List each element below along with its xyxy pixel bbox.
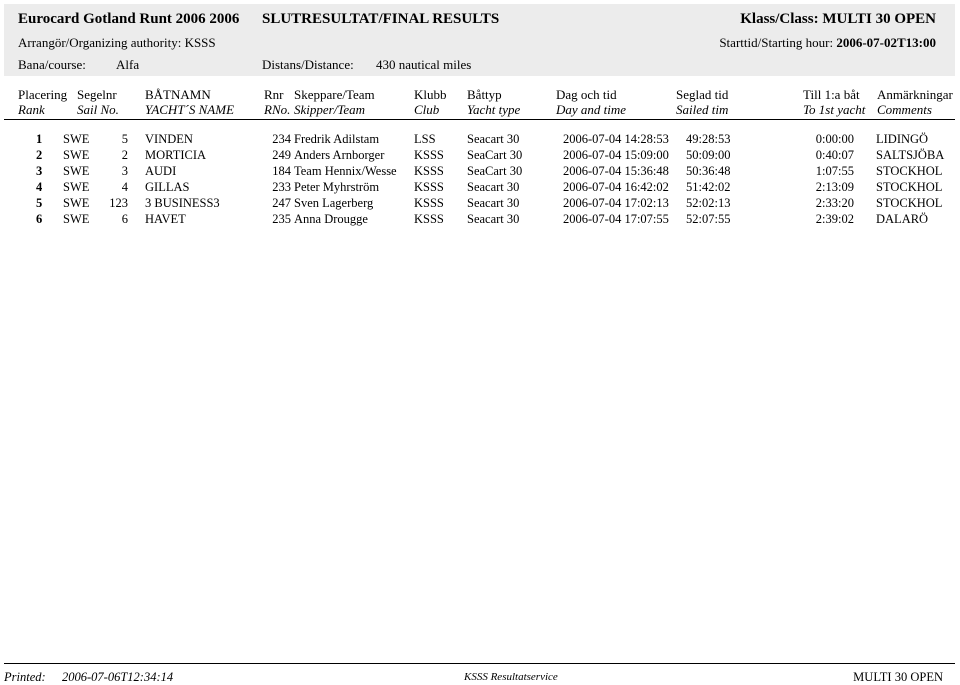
col-skipper-sv: Skeppare/Team <box>294 87 375 102</box>
row-rank: 5 <box>36 196 43 210</box>
row-rank: 4 <box>36 180 43 194</box>
row-skipper: Fredrik Adilstam <box>294 132 380 146</box>
row-sail-number: 5 <box>121 132 128 146</box>
row-daytime: 2006-07-04 15:36:48 <box>563 164 669 178</box>
row-skipper: Team Hennix/Wesse <box>294 164 397 178</box>
col-type-sv: Båttyp <box>467 87 502 102</box>
start-time <box>719 35 936 51</box>
service-name: KSSS Resultatservice <box>464 671 558 683</box>
start-label: Starttid/Starting hour: <box>719 35 834 50</box>
col-rank-en: Rank <box>18 102 45 117</box>
col-sailno-sv: Segelnr <box>77 87 117 102</box>
row-skipper: Anna Drougge <box>294 212 368 226</box>
col-club-en: Club <box>414 102 440 117</box>
course-label: Bana/course: <box>18 57 86 72</box>
row-rno: 234 <box>272 132 291 146</box>
row-comment: SALTSJÖBA <box>876 148 945 162</box>
row-nat: SWE <box>63 164 90 178</box>
footer-rule <box>4 663 955 664</box>
class-label: Klass/Class: <box>740 11 819 27</box>
row-daytime: 2006-07-04 14:28:53 <box>563 132 669 146</box>
class-value: MULTI 30 OPEN <box>822 11 936 27</box>
row-to-first: 1:07:55 <box>815 164 854 178</box>
row-type: Seacart 30 <box>467 196 520 210</box>
row-sailed: 52:07:55 <box>686 212 731 226</box>
col-daytime-en: Day and time <box>556 102 627 117</box>
row-to-first: 2:13:09 <box>815 180 854 194</box>
col-yacht-en: YACHT´S NAME <box>145 102 235 117</box>
row-sail-number: 123 <box>109 196 128 210</box>
results-title: SLUTRESULTAT/FINAL RESULTS <box>262 11 500 27</box>
row-skipper: Anders Arnborger <box>294 148 385 162</box>
row-nat: SWE <box>63 148 90 162</box>
row-sail-number: 2 <box>121 148 128 162</box>
row-rno: 235 <box>272 212 291 226</box>
row-yacht: 3 BUSINESS3 <box>145 196 220 210</box>
row-daytime: 2006-07-04 16:42:02 <box>563 180 669 194</box>
row-rank: 2 <box>36 148 43 162</box>
row-comment: STOCKHOL <box>876 164 943 178</box>
row-sail-number: 3 <box>121 164 128 178</box>
row-to-first: 0:00:00 <box>815 132 854 146</box>
row-sailed: 49:28:53 <box>686 132 731 146</box>
col-yacht-sv: BÅTNAMN <box>145 87 211 102</box>
printed-value: 2006-07-06T12:34:14 <box>62 670 174 684</box>
col-first-en: To 1st yacht <box>803 102 866 117</box>
distance-value: 430 nautical miles <box>376 57 472 72</box>
col-skipper-en: Skipper/Team <box>294 102 366 117</box>
col-club-sv: Klubb <box>414 87 447 102</box>
row-type: Seacart 30 <box>467 212 520 226</box>
row-type: Seacart 30 <box>467 132 520 146</box>
row-comment: STOCKHOL <box>876 180 943 194</box>
organizer-label: Arrangör/Organizing authority: <box>18 35 182 50</box>
row-sailed: 51:42:02 <box>686 180 731 194</box>
row-to-first: 2:39:02 <box>815 212 854 226</box>
row-rno: 249 <box>272 148 291 162</box>
row-yacht: MORTICIA <box>145 148 207 162</box>
row-skipper: Sven Lagerberg <box>294 196 374 210</box>
row-club: KSSS <box>414 148 444 162</box>
row-yacht: VINDEN <box>145 132 193 146</box>
row-to-first: 0:40:07 <box>815 148 854 162</box>
organizer <box>18 35 216 51</box>
row-rank: 3 <box>36 164 43 178</box>
row-club: KSSS <box>414 180 444 194</box>
row-rank: 1 <box>36 132 43 146</box>
col-rno-en: RNo. <box>264 102 291 117</box>
course-value: Alfa <box>116 57 140 72</box>
row-club: KSSS <box>414 196 444 210</box>
col-type-en: Yacht type <box>467 102 521 117</box>
organizer-value: KSSS <box>184 35 216 50</box>
row-club: LSS <box>414 132 436 146</box>
col-comments-sv: Anmärkningar <box>877 87 953 102</box>
distance-label: Distans/Distance: <box>262 57 354 72</box>
row-rno: 184 <box>272 164 291 178</box>
row-yacht: HAVET <box>145 212 186 226</box>
row-club: KSSS <box>414 212 444 226</box>
row-rank: 6 <box>36 212 43 226</box>
row-comment: STOCKHOL <box>876 196 943 210</box>
col-sailed-sv: Seglad tid <box>676 87 729 102</box>
start-value: 2006-07-02T13:00 <box>836 35 936 50</box>
row-daytime: 2006-07-04 17:02:13 <box>563 196 669 210</box>
row-comment: DALARÖ <box>876 212 929 226</box>
row-rno: 247 <box>272 196 291 210</box>
row-nat: SWE <box>63 212 90 226</box>
col-sailno-en: Sail No. <box>77 102 119 117</box>
col-daytime-sv: Dag och tid <box>556 87 617 102</box>
row-yacht: AUDI <box>145 164 177 178</box>
col-comments-en: Comments <box>877 102 932 117</box>
col-sailed-en: Sailed tim <box>676 102 729 117</box>
header-rule <box>4 119 955 120</box>
footer-class: MULTI 30 OPEN <box>853 670 943 684</box>
row-nat: SWE <box>63 196 90 210</box>
row-comment: LIDINGÖ <box>876 132 929 146</box>
row-type: SeaCart 30 <box>467 164 523 178</box>
row-club: KSSS <box>414 164 444 178</box>
row-sailed: 50:36:48 <box>686 164 731 178</box>
row-sailed: 50:09:00 <box>686 148 731 162</box>
row-sail-number: 6 <box>121 212 128 226</box>
row-sail-number: 4 <box>121 180 128 194</box>
col-rno-sv: Rnr <box>264 87 284 102</box>
col-rank-sv: Placering <box>18 87 68 102</box>
row-skipper: Peter Myhrström <box>294 180 380 194</box>
class-heading <box>740 11 936 28</box>
row-to-first: 2:33:20 <box>815 196 854 210</box>
printed-label: Printed: <box>4 670 46 684</box>
row-type: Seacart 30 <box>467 180 520 194</box>
row-daytime: 2006-07-04 15:09:00 <box>563 148 669 162</box>
row-nat: SWE <box>63 180 90 194</box>
event-title: Eurocard Gotland Runt 2006 2006 <box>18 11 240 27</box>
row-daytime: 2006-07-04 17:07:55 <box>563 212 669 226</box>
row-rno: 233 <box>272 180 291 194</box>
row-nat: SWE <box>63 132 90 146</box>
row-sailed: 52:02:13 <box>686 196 731 210</box>
row-yacht: GILLAS <box>145 180 190 194</box>
row-type: SeaCart 30 <box>467 148 523 162</box>
col-first-sv: Till 1:a båt <box>803 87 860 102</box>
